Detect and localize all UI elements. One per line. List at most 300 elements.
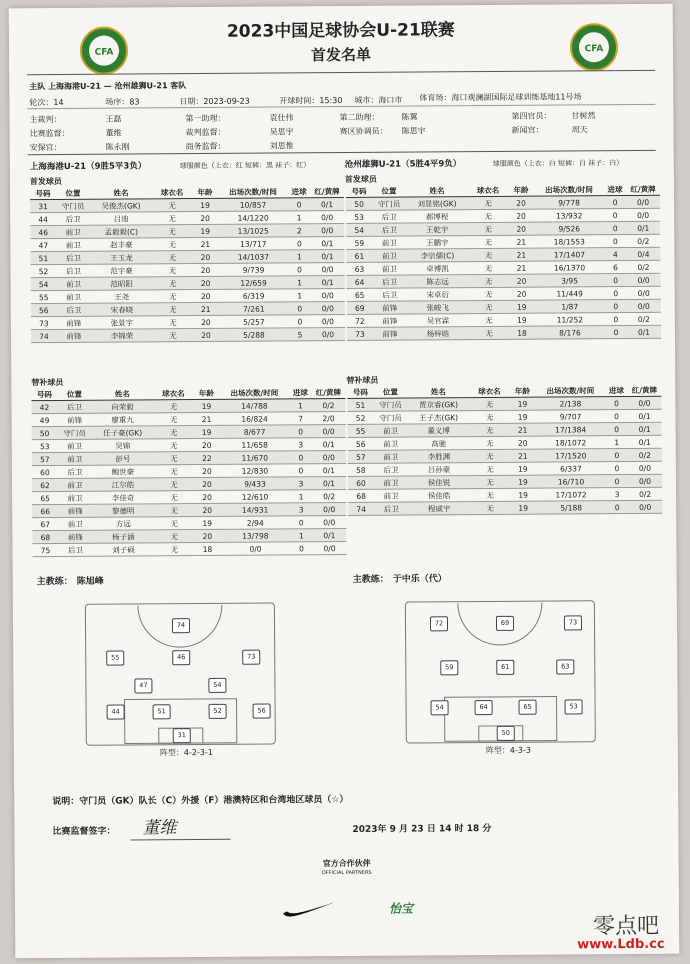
away-starters-label: 首发球员: [344, 174, 377, 184]
cell-age: 19: [509, 313, 535, 326]
cell-appearances: 16/824: [220, 412, 290, 425]
cell-position: 前锋: [373, 327, 407, 340]
svg-text:CFA: CFA: [94, 47, 114, 58]
cell-goals: 0: [606, 462, 628, 475]
cell-shirt-name: 无: [154, 530, 194, 543]
cell-cards: 0/2: [626, 260, 660, 273]
column-header-shirt-name: 球衣名: [469, 386, 509, 398]
cell-goals: 4: [604, 248, 626, 261]
column-header-number: 号码: [346, 186, 372, 198]
cell-age: 21: [510, 423, 536, 436]
cell-goals: 1: [288, 211, 310, 224]
cell-goals: 0: [604, 235, 626, 248]
cell-goals: 1: [606, 436, 628, 449]
cell-number: 65: [347, 288, 373, 301]
cell-appearances: 12/610: [220, 490, 290, 503]
cell-name: 李佳奇: [92, 491, 154, 504]
cell-name: 高驰: [408, 437, 470, 450]
venue-coordinator: 陈思宇: [401, 126, 426, 136]
cell-number: 73: [347, 327, 373, 340]
cell-shirt-name: 无: [154, 478, 194, 491]
cell-shirt-name: 无: [470, 462, 510, 475]
cell-age: 20: [193, 289, 219, 302]
cell-cards: 0/2: [628, 487, 662, 500]
cell-name: 李锦荣: [91, 329, 153, 342]
cell-age: 20: [193, 276, 219, 289]
cell-appearances: 3/95: [535, 274, 605, 287]
cell-cards: 0/0: [628, 500, 662, 513]
cell-shirt-name: 无: [153, 277, 193, 290]
ar1-label: 第一助理：: [185, 113, 226, 124]
cell-goals: 3: [606, 488, 628, 501]
cell-name: 程威宇: [408, 502, 470, 515]
cell-position: 前卫: [56, 225, 90, 238]
cell-name: 彭号: [92, 452, 154, 465]
cell-cards: 0/0: [627, 286, 661, 299]
away-subs-label: 替补球员: [346, 375, 379, 385]
home-subs-table: [31, 387, 346, 557]
cell-number: 42: [31, 400, 57, 413]
cell-position: 前卫: [58, 478, 92, 491]
home-team-name: 上海海港U-21（9胜5平3负）: [29, 161, 147, 173]
cell-goals: 0: [290, 542, 312, 555]
cell-name: 江尔皓: [92, 478, 154, 491]
cell-shirt-name: 无: [154, 517, 194, 530]
cell-goals: 0: [289, 315, 311, 328]
cell-shirt-name: 无: [469, 313, 509, 326]
player-shirt-icon: 52: [209, 704, 227, 719]
cell-number: 50: [346, 197, 372, 210]
away-formation-pitch: [405, 600, 596, 743]
table-row: [32, 541, 346, 556]
cell-cards: 0/0: [312, 502, 346, 515]
cell-position: 前卫: [58, 439, 92, 452]
cell-age: 21: [193, 302, 219, 315]
cell-number: 62: [32, 478, 58, 491]
cell-shirt-name: 无: [469, 326, 509, 339]
cell-position: 前卫: [374, 476, 408, 489]
cell-goals: 3: [290, 503, 312, 516]
cell-shirt-name: 无: [154, 465, 194, 478]
cell-number: 72: [347, 314, 373, 327]
column-header-number: 号码: [31, 389, 57, 401]
cell-name: 杨梓晗: [407, 327, 469, 340]
cell-position: 后卫: [56, 264, 90, 277]
column-header-shirt-name: 球衣名: [468, 185, 508, 197]
cell-appearances: 17/1520: [536, 449, 606, 462]
cell-age: 20: [508, 209, 534, 222]
cell-goals: 0: [606, 475, 628, 488]
cell-shirt-name: 无: [469, 287, 509, 300]
player-shirt-icon: 51: [153, 704, 171, 719]
cell-goals: 0: [288, 198, 310, 211]
cell-goals: 7: [290, 412, 312, 425]
away-team-name: 沧州雄狮U-21（5胜4平9负）: [344, 159, 462, 170]
venue: 体育场：海口观澜湖国际足球训练基地11号场: [419, 92, 582, 103]
cell-appearances: 14/1037: [218, 250, 288, 263]
cell-cards: 0/0: [627, 396, 661, 409]
cell-age: 20: [192, 211, 218, 224]
sponsor-logo: 怡宝: [388, 901, 414, 916]
cell-cards: 0/0: [628, 474, 662, 487]
cell-appearances: 11/252: [535, 313, 605, 326]
cell-cards: 0/1: [312, 463, 346, 476]
cell-name: 侯佳皓: [408, 489, 470, 502]
cell-position: 前锋: [373, 314, 407, 327]
cell-number: 51: [347, 398, 373, 411]
column-header-position: 位置: [372, 186, 406, 198]
cell-cards: 0/2: [311, 398, 345, 411]
cell-age: 20: [508, 222, 534, 235]
cell-name: 方远: [92, 517, 154, 530]
round: 轮次：14: [29, 97, 64, 108]
cell-position: 后卫: [56, 212, 90, 225]
cell-age: 19: [193, 399, 219, 412]
cell-name: 郝博程: [406, 210, 468, 223]
cell-goals: 0: [605, 287, 627, 300]
cell-name: 王子杰(GK): [408, 411, 470, 424]
cell-number: 46: [30, 226, 56, 239]
cell-number: 58: [348, 463, 374, 476]
cell-shirt-name: 无: [470, 423, 510, 436]
cell-position: 后卫: [373, 275, 407, 288]
cell-age: 20: [510, 436, 536, 449]
cell-shirt-name: 无: [154, 543, 194, 556]
home-coach: 陈旭峰: [76, 576, 104, 587]
cell-age: 20: [509, 287, 535, 300]
cell-position: 守门员: [374, 411, 408, 424]
cell-number: 66: [32, 504, 58, 517]
cell-name: 吴官霖: [407, 314, 469, 327]
cell-name: 吕迪: [90, 212, 152, 225]
cell-name: 李宗儒(C): [406, 249, 468, 262]
cell-appearances: 13/1025: [218, 224, 288, 237]
cell-position: 前锋: [373, 301, 407, 314]
cell-age: 20: [194, 529, 220, 542]
cell-name: 王玉龙: [90, 251, 152, 264]
player-shirt-icon: 69: [496, 616, 514, 631]
cell-name: 吕孙豪: [408, 463, 470, 476]
cell-appearances: 5/288: [219, 328, 289, 341]
cell-name: 张景宇: [91, 316, 153, 329]
away-subs-table: [347, 385, 662, 516]
ref-supervisor: 吴思宇: [269, 127, 294, 137]
cell-goals: 0: [290, 464, 312, 477]
cell-name: 孟毅毅(C): [90, 225, 152, 238]
cell-number: 50: [32, 426, 58, 439]
cell-age: 19: [510, 462, 536, 475]
cell-shirt-name: 无: [153, 400, 193, 413]
cell-cards: 0/0: [626, 195, 660, 208]
cell-age: 20: [192, 263, 218, 276]
cell-appearances: 11/670: [220, 451, 290, 464]
cell-goals: 0: [605, 397, 627, 410]
cell-number: 68: [348, 489, 374, 502]
cell-shirt-name: 无: [152, 238, 192, 251]
cell-position: 后卫: [58, 465, 92, 478]
cell-goals: 3: [290, 477, 312, 490]
cell-cards: 0/0: [312, 450, 346, 463]
cell-shirt-name: 无: [468, 248, 508, 261]
cell-shirt-name: 无: [469, 300, 509, 313]
cell-cards: 0/1: [312, 476, 346, 489]
cell-appearances: 9/778: [534, 196, 604, 209]
cell-position: 后卫: [372, 223, 406, 236]
cell-position: 前锋: [57, 329, 91, 342]
cell-shirt-name: 无: [152, 212, 192, 225]
cell-age: 19: [509, 300, 535, 313]
column-header-appearances: 出场次数/时间: [535, 385, 605, 397]
cell-shirt-name: 无: [153, 329, 193, 342]
cell-age: 20: [194, 464, 220, 477]
cell-age: 19: [194, 425, 220, 438]
cell-cards: 0/1: [310, 236, 344, 249]
cell-appearances: 17/1384: [536, 423, 606, 436]
column-header-shirt-name: 球衣名: [153, 388, 193, 400]
cell-position: 守门员: [56, 199, 90, 212]
cell-age: 21: [192, 237, 218, 250]
cell-goals: 1: [290, 490, 312, 503]
fourth-official: 甘树然: [571, 111, 596, 121]
column-header-goals: 进球: [288, 186, 310, 198]
cell-age: 21: [510, 449, 536, 462]
cell-name: 廖重九: [92, 413, 154, 426]
cell-number: 57: [32, 452, 58, 465]
cell-number: 63: [346, 262, 372, 275]
cell-number: 56: [31, 304, 57, 317]
cell-goals: 5: [289, 328, 311, 341]
column-header-position: 位置: [56, 188, 90, 200]
cell-name: 刘子硕: [92, 543, 154, 556]
cell-name: 宋春晓: [91, 303, 153, 316]
cell-number: 53: [32, 439, 58, 452]
column-header-number: 号码: [30, 188, 56, 200]
cell-shirt-name: 无: [470, 449, 510, 462]
cell-position: 前卫: [372, 236, 406, 249]
cell-name: 宋卓衍: [407, 288, 469, 301]
press-officer: 周天: [571, 125, 588, 135]
cell-position: 前卫: [58, 491, 92, 504]
cell-shirt-name: 无: [154, 413, 194, 426]
ar2-label: 第二助理：: [339, 112, 380, 123]
cell-shirt-name: 无: [154, 491, 194, 504]
cell-name: 卓博凯: [406, 262, 468, 275]
cell-position: 后卫: [56, 251, 90, 264]
cell-goals: 0: [288, 263, 310, 276]
cell-number: 74: [348, 502, 374, 515]
cell-position: 前卫: [57, 290, 91, 303]
supervisor-label: 比赛监督：: [29, 128, 70, 139]
away-coach: 于中乐（代）: [392, 574, 447, 585]
cell-cards: 2/0: [312, 411, 346, 424]
cell-position: 后卫: [374, 463, 408, 476]
cell-appearances: 13/798: [220, 529, 290, 542]
column-header-appearances: 出场次数/时间: [219, 387, 289, 399]
cell-position: 后卫: [373, 288, 407, 301]
cell-position: 守门员: [372, 197, 406, 210]
cell-cards: 0/1: [310, 249, 344, 262]
cell-shirt-name: 无: [153, 303, 193, 316]
cell-cards: 0/2: [312, 489, 346, 502]
cell-position: 后卫: [57, 400, 91, 413]
partners-subtitle: OFFICIAL PARTNERS: [321, 869, 372, 877]
cell-shirt-name: 无: [153, 316, 193, 329]
cell-age: 19: [510, 410, 536, 423]
cell-age: 20: [194, 438, 220, 451]
cell-number: 55: [348, 424, 374, 437]
cell-goals: 2: [288, 224, 310, 237]
cell-appearances: 18/1553: [534, 235, 604, 248]
home-subs-label: 替补球员: [31, 377, 64, 388]
cell-name: 范昭阳: [91, 277, 153, 290]
cell-age: 21: [508, 248, 534, 261]
cell-goals: 0: [288, 237, 310, 250]
cell-goals: 1: [289, 289, 311, 302]
city: 城市：海口市: [354, 95, 403, 105]
cell-age: 20: [193, 315, 219, 328]
cell-shirt-name: 无: [152, 225, 192, 238]
cell-number: 67: [32, 517, 58, 530]
cell-cards: 0/1: [627, 325, 661, 338]
player-shirt-icon: 73: [242, 650, 260, 665]
cell-shirt-name: 无: [152, 251, 192, 264]
cell-shirt-name: 无: [154, 426, 194, 439]
cell-appearances: 17/1407: [534, 248, 604, 261]
cell-number: 52: [348, 411, 374, 424]
cell-name: 黎德明: [92, 504, 154, 517]
player-shirt-icon: 74: [172, 618, 190, 633]
cell-number: 51: [30, 252, 56, 265]
column-header-cards: 红/黄牌: [627, 385, 661, 397]
column-header-goals: 进球: [289, 387, 311, 399]
cell-appearances: 8/677: [220, 425, 290, 438]
column-header-age: 年龄: [508, 185, 534, 197]
cell-appearances: 9/739: [218, 263, 288, 276]
cell-number: 54: [31, 278, 57, 291]
cell-goals: 0: [290, 516, 312, 529]
player-shirt-icon: 64: [475, 700, 493, 715]
player-shirt-icon: 55: [106, 651, 124, 666]
cell-shirt-name: 无: [152, 199, 192, 212]
cell-shirt-name: 无: [470, 436, 510, 449]
cell-appearances: 9/433: [220, 477, 290, 490]
cell-appearances: 13/932: [534, 209, 604, 222]
cell-appearances: 13/717: [218, 237, 288, 250]
referee: 王磊: [105, 114, 122, 124]
cell-age: 22: [194, 451, 220, 464]
cell-position: 守门员: [58, 426, 92, 439]
cell-cards: 0/1: [311, 275, 345, 288]
player-shirt-icon: 59: [440, 660, 458, 675]
cell-age: 19: [510, 488, 536, 501]
cell-goals: 1: [289, 276, 311, 289]
cell-number: 74: [31, 330, 57, 343]
cell-age: 19: [509, 397, 535, 410]
cell-number: 47: [30, 239, 56, 252]
cell-shirt-name: 无: [470, 410, 510, 423]
cell-number: 53: [346, 210, 372, 223]
cell-goals: 0: [605, 274, 627, 287]
player-shirt-icon: 31: [173, 728, 191, 743]
player-shirt-icon: 54: [208, 678, 226, 693]
security-label: 安保官：: [29, 142, 62, 153]
cell-appearances: 11/449: [535, 287, 605, 300]
cell-cards: 0/0: [311, 314, 345, 327]
cell-position: 前卫: [57, 277, 91, 290]
column-header-cards: 红/黄牌: [626, 184, 660, 196]
cell-cards: 0/1: [628, 422, 662, 435]
cell-cards: 0/0: [312, 541, 346, 554]
cell-name: 向荣毅: [91, 400, 153, 413]
cell-appearances: 16/710: [536, 475, 606, 488]
column-header-age: 年龄: [193, 388, 219, 400]
player-shirt-icon: 46: [172, 650, 190, 665]
cell-cards: 0/2: [627, 312, 661, 325]
cell-number: 69: [347, 301, 373, 314]
player-shirt-icon: 56: [253, 704, 271, 719]
page-subtitle: 首发名单: [310, 45, 372, 65]
cell-cards: 0/1: [312, 528, 346, 541]
cell-cards: 0/4: [626, 247, 660, 260]
cell-shirt-name: 无: [153, 290, 193, 303]
cell-name: 王尧: [91, 290, 153, 303]
cell-shirt-name: 无: [469, 397, 509, 410]
legend-note: 说明：守门员（GK）队长（C）外援（F）港澳特区和台湾地区球员（☆）: [52, 794, 349, 808]
cell-number: 31: [30, 200, 56, 213]
cell-position: 前卫: [374, 489, 408, 502]
home-starters-table: [30, 186, 345, 343]
cell-position: 前锋: [58, 504, 92, 517]
cell-appearances: 8/176: [535, 326, 605, 339]
away-kit-colors: 球服颜色（上衣：白 短裤：白 袜子：白）: [492, 159, 624, 168]
cell-age: 20: [193, 328, 219, 341]
cell-name: 吴锦: [92, 439, 154, 452]
player-shirt-icon: 72: [430, 616, 448, 631]
cell-number: 73: [31, 317, 57, 330]
cell-name: 李胜渊: [408, 450, 470, 463]
cell-goals: 0: [606, 423, 628, 436]
cell-goals: 0: [604, 222, 626, 235]
column-header-number: 号码: [347, 387, 373, 399]
signed-date: 2023年 9 月 23 日 14 时 18 分: [352, 823, 492, 835]
cell-appearances: 1/87: [535, 300, 605, 313]
cell-number: 44: [30, 213, 56, 226]
security-officer: 陈永刚: [105, 142, 130, 152]
cell-position: 前卫: [372, 262, 406, 275]
cell-position: 前卫: [374, 424, 408, 437]
cell-shirt-name: 无: [468, 222, 508, 235]
column-header-cards: 红/黄牌: [311, 387, 345, 399]
column-header-position: 位置: [373, 387, 407, 399]
cell-name: 董义博: [408, 424, 470, 437]
cell-cards: 0/0: [311, 327, 345, 340]
cell-position: 前卫: [56, 238, 90, 251]
column-header-age: 年龄: [509, 386, 535, 398]
home-formation-pitch: [85, 602, 276, 745]
cell-goals: 0: [290, 425, 312, 438]
cell-cards: 0/1: [626, 221, 660, 234]
cell-position: 后卫: [58, 543, 92, 556]
cell-number: 68: [32, 530, 58, 543]
cell-age: 19: [510, 475, 536, 488]
watermark: 零点吧: [593, 913, 660, 940]
cell-number: 57: [348, 450, 374, 463]
team-sheet: [9, 4, 680, 959]
cell-goals: 0: [289, 302, 311, 315]
cell-name: 赵丰豪: [90, 238, 152, 251]
column-header-name: 姓名: [91, 388, 153, 400]
cell-appearances: 5/188: [536, 501, 606, 514]
